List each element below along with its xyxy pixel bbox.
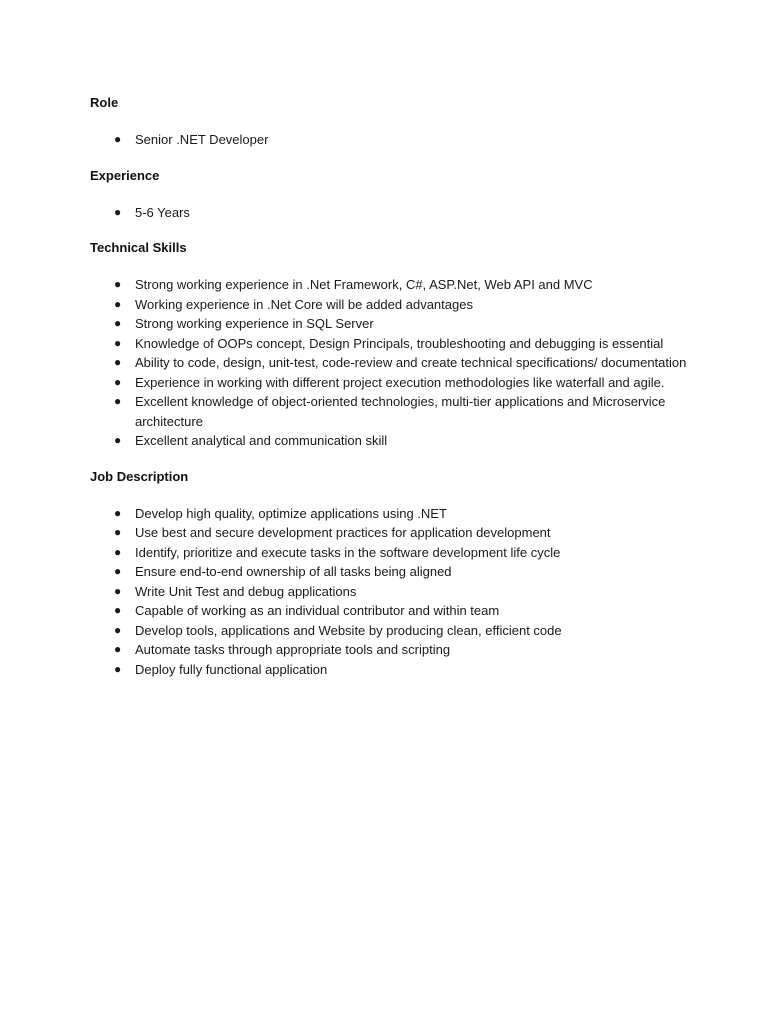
bullet-icon: ●: [114, 603, 122, 617]
list-item: ● Strong working experience in SQL Server: [90, 314, 710, 334]
list-item: ● Deploy fully functional application: [90, 660, 710, 680]
section-role: [90, 94, 768, 150]
list-item: ● Develop tools, applications and Website by producing clean, efficient code: [90, 621, 710, 641]
bullet-icon: ●: [114, 394, 122, 408]
bullet-icon: ●: [114, 335, 122, 350]
bullet-list: [90, 203, 768, 223]
section-heading: Role: [90, 95, 119, 110]
list-item: ● Experience in working with different project execution methodologies like waterfall and agile.: [90, 373, 710, 393]
section-technical-skills: [90, 239, 768, 451]
bullet-icon: ●: [114, 316, 122, 330]
list-item: ● Excellent knowledge of object-oriented technologies, multi-tier applications and Microservice architecture: [114, 394, 666, 429]
bullet-icon: ●: [114, 622, 122, 637]
bullet-icon: ●: [114, 661, 122, 676]
bullet-icon: ●: [114, 355, 122, 369]
section-heading: Technical Skills: [90, 240, 187, 255]
list-item: ● Identify, prioritize and execute tasks in the software development life cycle: [90, 543, 710, 563]
bullet-icon: ●: [114, 583, 122, 598]
bullet-icon: ●: [114, 132, 122, 146]
bullet-list: [90, 504, 768, 680]
list-item: ● Senior .NET Developer: [90, 130, 710, 150]
list-item: ● Ensure end-to-end ownership of all tasks being aligned: [90, 562, 710, 582]
list-item: ● Ability to code, design, unit-test, code-review and create technical specifications/ documentation: [90, 353, 710, 373]
bullet-icon: ●: [114, 433, 122, 447]
bullet-icon: ●: [114, 277, 122, 291]
list-item: ● 5-6 Years: [90, 203, 710, 223]
list-item: ● Knowledge of OOPs concept, Design Principals, troubleshooting and debugging is essential: [90, 334, 710, 354]
bullet-icon: ●: [114, 296, 122, 311]
list-item: ● Excellent analytical and communication skill: [90, 431, 710, 451]
bullet-icon: ●: [114, 374, 122, 389]
bullet-list: [90, 275, 768, 451]
bullet-icon: ●: [114, 564, 122, 578]
bullet-icon: ●: [114, 642, 122, 656]
list-item: ● Automate tasks through appropriate tools and scripting: [90, 640, 710, 660]
list-item: ● Strong working experience in .Net Framework, C#, ASP.Net, Web API and MVC: [90, 275, 710, 295]
list-item: ● Write Unit Test and debug applications: [90, 582, 710, 602]
bullet-icon: ●: [114, 525, 122, 539]
section-experience: [90, 167, 768, 223]
list-item: ● Capable of working as an individual contributor and within team: [90, 601, 710, 621]
section-heading: Job Description: [90, 468, 189, 484]
section-heading: Experience: [90, 167, 160, 183]
bullet-icon: ●: [114, 544, 122, 559]
list-item: ● Working experience in .Net Core will be added advantages: [90, 295, 710, 315]
bullet-list: [90, 130, 768, 150]
list-item: ● Use best and secure development practices for application development: [90, 523, 710, 543]
bullet-icon: ●: [114, 505, 122, 520]
list-item: ● Develop high quality, optimize applications using .NET: [90, 504, 710, 524]
section-job-description: [90, 468, 768, 680]
bullet-icon: ●: [114, 204, 122, 219]
